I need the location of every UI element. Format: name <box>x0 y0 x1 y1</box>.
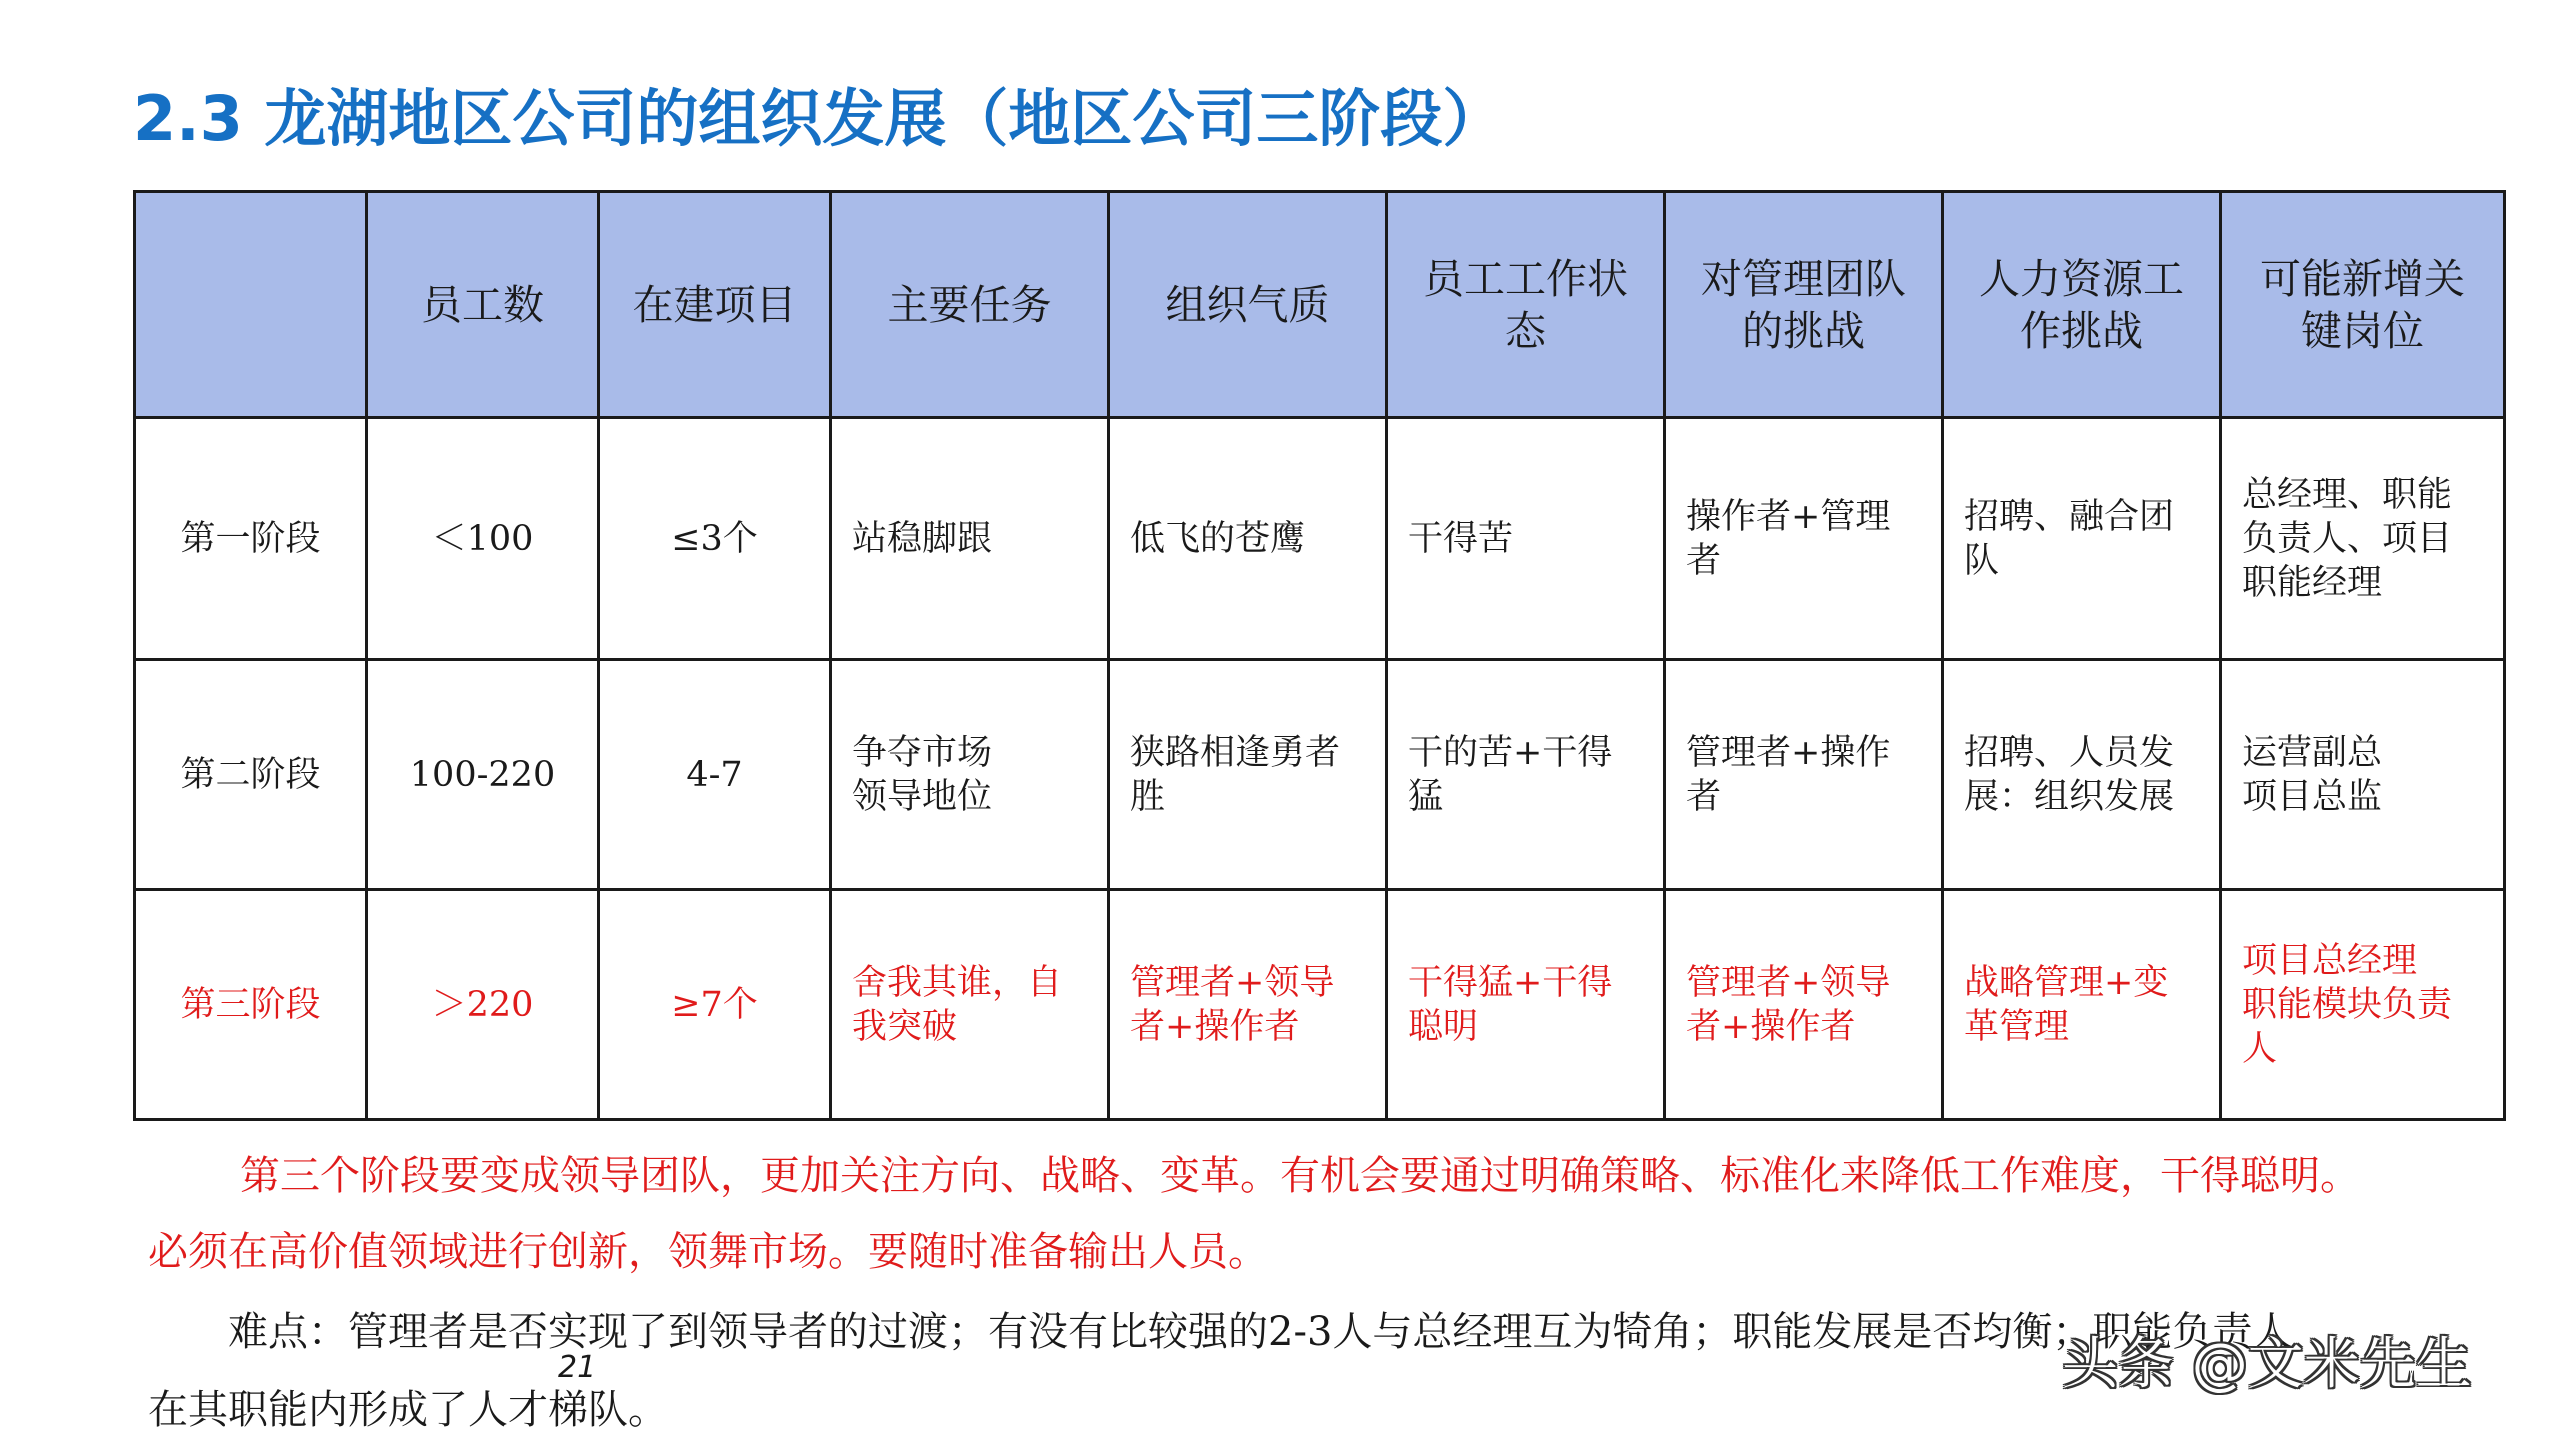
table-cell-org-temperament: 狭路相逢勇者胜 <box>1109 660 1387 890</box>
table-row <box>135 890 2505 1120</box>
table-cell-work-state: 干得猛+干得聪明 <box>1387 890 1665 1120</box>
header-cell-main-tasks: 主要任务 <box>831 192 1109 418</box>
table-cell-hr-challenge: 招聘、人员发展：组织发展 <box>1943 660 2221 890</box>
stages-table <box>133 190 2506 1121</box>
page-number: 21 <box>558 1350 597 1385</box>
header-cell-new-positions: 可能新增关键岗位 <box>2221 192 2505 418</box>
header-cell-stage <box>135 192 367 418</box>
table-cell-hr-challenge: 招聘、融合团队 <box>1943 418 2221 660</box>
summary-line-1: 第三个阶段要变成领导团队，更加关注方向、战略、变革。有机会要通过明确策略、标准化来降低工作难度，干得聪明。 <box>240 1153 2360 1199</box>
table-cell-main-tasks: 争夺市场 领导地位 <box>831 660 1109 890</box>
table-cell-work-state: 干的苦+干得猛 <box>1387 660 1665 890</box>
table-cell-hr-challenge: 战略管理+变革管理 <box>1943 890 2221 1120</box>
table-cell-projects: 4-7 <box>599 660 831 890</box>
table-row <box>135 418 2505 660</box>
table-cell-main-tasks: 站稳脚跟 <box>831 418 1109 660</box>
table-cell-new-positions: 项目总经理 职能模块负责人 <box>2221 890 2505 1120</box>
header-cell-hr-challenge: 人力资源工作挑战 <box>1943 192 2221 418</box>
table-cell-org-temperament: 低飞的苍鹰 <box>1109 418 1387 660</box>
table-cell-employees: ＞220 <box>367 890 599 1120</box>
table-cell-mgmt-challenge: 管理者+领导者+操作者 <box>1665 890 1943 1120</box>
header-cell-employees: 员工数 <box>367 192 599 418</box>
table-row <box>135 660 2505 890</box>
header-cell-work-state: 员工工作状态 <box>1387 192 1665 418</box>
table-cell-projects: ≥7个 <box>599 890 831 1120</box>
table-cell-org-temperament: 管理者+领导者+操作者 <box>1109 890 1387 1120</box>
table-cell-work-state: 干得苦 <box>1387 418 1665 660</box>
table-cell-employees: ＜100 <box>367 418 599 660</box>
table-cell-new-positions: 总经理、职能负责人、项目职能经理 <box>2221 418 2505 660</box>
table-cell-mgmt-challenge: 管理者+操作者 <box>1665 660 1943 890</box>
table-cell-employees: 100-220 <box>367 660 599 890</box>
summary-line-3: 难点：管理者是否实现了到领导者的过渡；有没有比较强的2-3人与总经理互为犄角；职能发展是否均衡；职能负责人 <box>228 1309 2293 1355</box>
table-cell-mgmt-challenge: 操作者+管理者 <box>1665 418 1943 660</box>
table-cell-main-tasks: 舍我其谁，自我突破 <box>831 890 1109 1120</box>
table-cell-new-positions: 运营副总 项目总监 <box>2221 660 2505 890</box>
page-title: 2.3 龙湖地区公司的组织发展（地区公司三阶段） <box>133 82 1505 155</box>
summary-line-4: 在其职能内形成了人才梯队。 <box>148 1387 668 1433</box>
summary-line-2: 必须在高价值领域进行创新，领舞市场。要随时准备输出人员。 <box>148 1229 1268 1275</box>
table-cell-stage: 第一阶段 <box>135 418 367 660</box>
header-cell-mgmt-challenge: 对管理团队的挑战 <box>1665 192 1943 418</box>
watermark: 头条 @文米先生 <box>2062 1332 2472 1397</box>
table-cell-stage: 第二阶段 <box>135 660 367 890</box>
table-header-row <box>135 192 2505 418</box>
table-cell-stage: 第三阶段 <box>135 890 367 1120</box>
header-cell-org-temperament: 组织气质 <box>1109 192 1387 418</box>
table-cell-projects: ≤3个 <box>599 418 831 660</box>
header-cell-projects: 在建项目 <box>599 192 831 418</box>
